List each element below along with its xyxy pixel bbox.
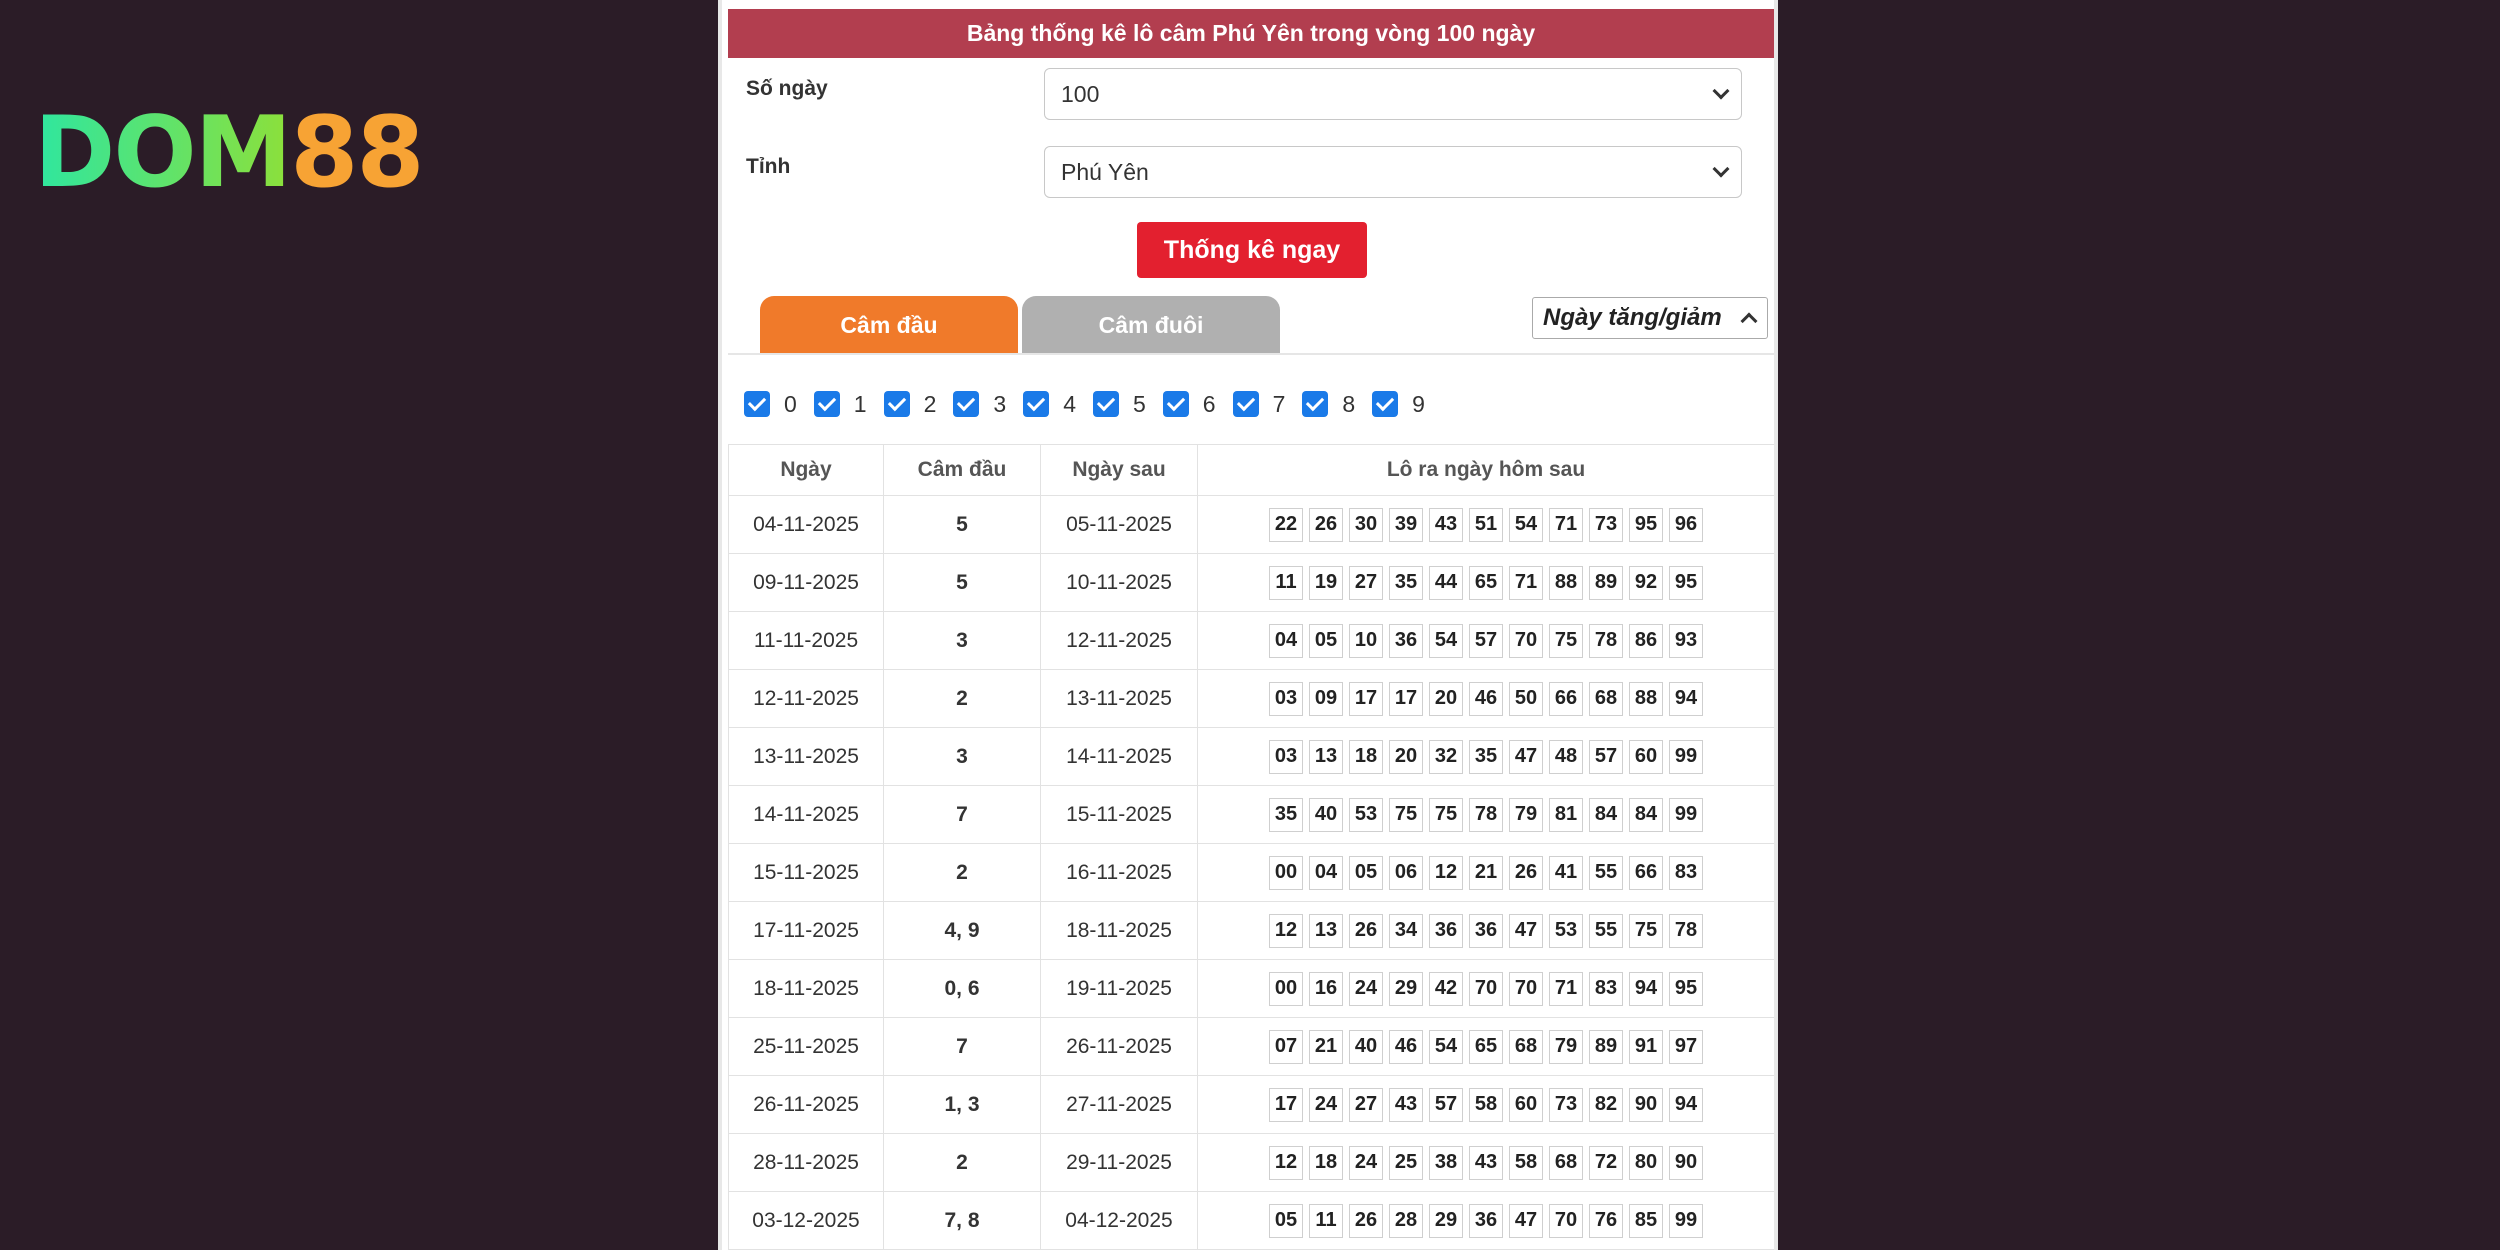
lo-number: 88 <box>1549 566 1583 600</box>
lo-number: 20 <box>1389 740 1423 774</box>
digit-filter-label: 0 <box>784 390 797 417</box>
table-row <box>729 496 1775 554</box>
digit-filter-label: 2 <box>923 390 937 417</box>
checkbox-checked-icon[interactable] <box>884 391 910 417</box>
lo-number: 12 <box>1269 914 1303 948</box>
row-cam-dau: 5 <box>884 554 1041 612</box>
row-date: 13-11-2025 <box>729 728 884 786</box>
digit-filter-5[interactable] <box>1093 391 1146 418</box>
lo-number: 68 <box>1589 682 1623 716</box>
number-list <box>1198 566 1774 600</box>
lo-number: 55 <box>1589 914 1623 948</box>
lo-number: 83 <box>1669 856 1703 890</box>
row-cam-dau: 0, 6 <box>884 960 1041 1018</box>
lo-number: 70 <box>1469 972 1503 1006</box>
digit-filter-1[interactable] <box>814 391 867 418</box>
lo-number: 75 <box>1549 624 1583 658</box>
lo-number: 78 <box>1469 798 1503 832</box>
lo-number: 11 <box>1309 1204 1343 1238</box>
days-select[interactable] <box>1044 68 1742 120</box>
lo-number: 28 <box>1389 1204 1423 1238</box>
number-list <box>1198 1088 1774 1122</box>
row-next-date: 14-11-2025 <box>1041 728 1198 786</box>
row-next-day-numbers <box>1198 728 1775 786</box>
chevron-down-icon <box>1713 83 1730 100</box>
lo-number: 89 <box>1589 566 1623 600</box>
lo-number: 46 <box>1469 682 1503 716</box>
lo-number: 80 <box>1629 1146 1663 1180</box>
digit-filter-label: 7 <box>1272 390 1286 417</box>
number-list <box>1198 1146 1774 1180</box>
row-next-day-numbers <box>1198 1134 1775 1192</box>
lo-number: 18 <box>1349 740 1383 774</box>
lo-number: 60 <box>1509 1088 1543 1122</box>
lo-number: 93 <box>1669 624 1703 658</box>
row-next-day-numbers <box>1198 612 1775 670</box>
lo-number: 05 <box>1349 856 1383 890</box>
lo-number: 36 <box>1469 914 1503 948</box>
lo-number: 27 <box>1349 566 1383 600</box>
lo-number: 55 <box>1589 856 1623 890</box>
lo-number: 58 <box>1509 1146 1543 1180</box>
lo-number: 54 <box>1429 624 1463 658</box>
lo-number: 53 <box>1549 914 1583 948</box>
number-list <box>1198 682 1774 716</box>
lo-number: 68 <box>1509 1030 1543 1064</box>
lo-number: 20 <box>1429 682 1463 716</box>
lo-number: 65 <box>1469 1030 1503 1064</box>
lo-number: 17 <box>1349 682 1383 716</box>
table-row <box>729 960 1775 1018</box>
lo-number: 00 <box>1269 856 1303 890</box>
row-date: 18-11-2025 <box>729 960 884 1018</box>
lo-number: 24 <box>1349 972 1383 1006</box>
lo-number: 46 <box>1389 1030 1423 1064</box>
lo-number: 26 <box>1509 856 1543 890</box>
lo-number: 75 <box>1389 798 1423 832</box>
lo-number: 57 <box>1429 1088 1463 1122</box>
row-date: 25-11-2025 <box>729 1018 884 1076</box>
lo-number: 73 <box>1549 1088 1583 1122</box>
lo-number: 38 <box>1429 1146 1463 1180</box>
lo-number: 21 <box>1309 1030 1343 1064</box>
lo-number: 43 <box>1429 508 1463 542</box>
table-row <box>729 728 1775 786</box>
lo-number: 24 <box>1309 1088 1343 1122</box>
row-cam-dau: 5 <box>884 496 1041 554</box>
table-row <box>729 844 1775 902</box>
row-next-date: 15-11-2025 <box>1041 786 1198 844</box>
lo-number: 79 <box>1549 1030 1583 1064</box>
lo-number: 44 <box>1429 566 1463 600</box>
lo-number: 57 <box>1589 740 1623 774</box>
lo-number: 17 <box>1389 682 1423 716</box>
lo-number: 54 <box>1509 508 1543 542</box>
province-select-value: Phú Yên <box>1061 158 1149 185</box>
lo-number: 78 <box>1589 624 1623 658</box>
row-next-day-numbers <box>1198 1076 1775 1134</box>
row-next-date: 26-11-2025 <box>1041 1018 1198 1076</box>
lo-number: 79 <box>1509 798 1543 832</box>
lo-number: 04 <box>1309 856 1343 890</box>
row-cam-dau: 7 <box>884 1018 1041 1076</box>
number-list <box>1198 508 1774 542</box>
lo-number: 90 <box>1629 1088 1663 1122</box>
row-next-day-numbers <box>1198 960 1775 1018</box>
lo-number: 06 <box>1389 856 1423 890</box>
row-date: 12-11-2025 <box>729 670 884 728</box>
sort-label: Ngày tăng/giảm <box>1543 304 1722 331</box>
province-select[interactable] <box>1044 146 1742 198</box>
lo-number: 26 <box>1349 1204 1383 1238</box>
lo-number: 43 <box>1389 1088 1423 1122</box>
digit-filter-9[interactable] <box>1372 391 1425 418</box>
table-row <box>729 902 1775 960</box>
lo-number: 94 <box>1669 682 1703 716</box>
lo-number: 70 <box>1509 972 1543 1006</box>
row-date: 28-11-2025 <box>729 1134 884 1192</box>
lo-number: 84 <box>1629 798 1663 832</box>
tab-cam-dau[interactable]: Câm đầu <box>760 296 1018 354</box>
lo-number: 11 <box>1269 566 1303 600</box>
lo-number: 47 <box>1509 914 1543 948</box>
header-next-date: Ngày sau <box>1041 445 1198 496</box>
lo-number: 53 <box>1349 798 1383 832</box>
row-next-date: 29-11-2025 <box>1041 1134 1198 1192</box>
lo-number: 12 <box>1269 1146 1303 1180</box>
lo-number: 27 <box>1349 1088 1383 1122</box>
logo-text-88: 88 <box>290 96 423 210</box>
stats-table <box>728 444 1775 1250</box>
row-date: 14-11-2025 <box>729 786 884 844</box>
row-cam-dau: 2 <box>884 1134 1041 1192</box>
logo-text-dom: DOM <box>34 96 291 210</box>
row-next-date: 19-11-2025 <box>1041 960 1198 1018</box>
row-next-date: 12-11-2025 <box>1041 612 1198 670</box>
row-cam-dau: 2 <box>884 844 1041 902</box>
lo-number: 04 <box>1269 624 1303 658</box>
lo-number: 17 <box>1269 1088 1303 1122</box>
lo-number: 42 <box>1429 972 1463 1006</box>
checkbox-checked-icon[interactable] <box>1093 391 1119 417</box>
lo-number: 43 <box>1469 1146 1503 1180</box>
lo-number: 65 <box>1469 566 1503 600</box>
row-cam-dau: 4, 9 <box>884 902 1041 960</box>
lo-number: 91 <box>1629 1030 1663 1064</box>
lo-number: 36 <box>1389 624 1423 658</box>
lo-number: 36 <box>1469 1204 1503 1238</box>
digit-filter-label: 4 <box>1063 390 1076 417</box>
lo-number: 22 <box>1269 508 1303 542</box>
lo-number: 29 <box>1429 1204 1463 1238</box>
lo-number: 76 <box>1589 1204 1623 1238</box>
header-next-day-numbers: Lô ra ngày hôm sau <box>1198 445 1775 496</box>
row-next-date: 13-11-2025 <box>1041 670 1198 728</box>
lo-number: 75 <box>1429 798 1463 832</box>
table-row <box>729 612 1775 670</box>
row-cam-dau: 7 <box>884 786 1041 844</box>
lo-number: 66 <box>1549 682 1583 716</box>
lo-number: 39 <box>1389 508 1423 542</box>
lo-number: 47 <box>1509 1204 1543 1238</box>
sort-toggle-button[interactable] <box>1532 297 1768 339</box>
digit-filter-label: 9 <box>1412 390 1425 417</box>
checkbox-checked-icon[interactable] <box>1023 391 1049 417</box>
digit-filter-4[interactable] <box>1023 391 1076 418</box>
lo-number: 99 <box>1669 740 1703 774</box>
lo-number: 05 <box>1269 1204 1303 1238</box>
row-date: 03-12-2025 <box>729 1192 884 1250</box>
lo-number: 41 <box>1549 856 1583 890</box>
province-label: Tỉnh <box>746 155 791 178</box>
digit-filter-7[interactable] <box>1233 391 1286 418</box>
checkbox-checked-icon[interactable] <box>744 391 770 417</box>
row-date: 04-11-2025 <box>729 496 884 554</box>
lo-number: 94 <box>1669 1088 1703 1122</box>
days-select-value: 100 <box>1061 80 1100 107</box>
lo-number: 82 <box>1589 1088 1623 1122</box>
lo-number: 03 <box>1269 740 1303 774</box>
lo-number: 88 <box>1629 682 1663 716</box>
number-list <box>1198 1030 1774 1064</box>
lo-number: 71 <box>1549 972 1583 1006</box>
panel-title: Bảng thống kê lô câm Phú Yên trong vòng 100 ngày <box>728 9 1774 58</box>
lo-number: 26 <box>1349 914 1383 948</box>
number-list <box>1198 1204 1774 1238</box>
table-row <box>729 1134 1775 1192</box>
row-cam-dau: 1, 3 <box>884 1076 1041 1134</box>
lo-number: 71 <box>1549 508 1583 542</box>
lo-number: 58 <box>1469 1088 1503 1122</box>
lo-number: 70 <box>1549 1204 1583 1238</box>
row-next-date: 10-11-2025 <box>1041 554 1198 612</box>
lo-number: 32 <box>1429 740 1463 774</box>
lo-number: 94 <box>1629 972 1663 1006</box>
lo-number: 66 <box>1629 856 1663 890</box>
lo-number: 72 <box>1589 1146 1623 1180</box>
number-list <box>1198 798 1774 832</box>
checkbox-checked-icon[interactable] <box>1163 391 1189 417</box>
digit-filter-label: 6 <box>1202 390 1216 417</box>
row-date: 09-11-2025 <box>729 554 884 612</box>
lo-number: 90 <box>1669 1146 1703 1180</box>
header-date: Ngày <box>729 445 884 496</box>
digit-filter-0[interactable] <box>744 391 797 418</box>
lo-number: 89 <box>1589 1030 1623 1064</box>
row-next-day-numbers <box>1198 844 1775 902</box>
submit-button[interactable]: Thống kê ngay <box>1137 222 1367 278</box>
lo-number: 95 <box>1669 566 1703 600</box>
number-list <box>1198 624 1774 658</box>
lo-number: 95 <box>1629 508 1663 542</box>
row-next-day-numbers <box>1198 1018 1775 1076</box>
row-next-day-numbers <box>1198 902 1775 960</box>
table-row <box>729 1192 1775 1250</box>
row-date: 26-11-2025 <box>729 1076 884 1134</box>
lo-number: 48 <box>1549 740 1583 774</box>
row-next-day-numbers <box>1198 1192 1775 1250</box>
lo-number: 07 <box>1269 1030 1303 1064</box>
lo-number: 78 <box>1669 914 1703 948</box>
table-row <box>729 786 1775 844</box>
row-cam-dau: 3 <box>884 612 1041 670</box>
lo-number: 84 <box>1589 798 1623 832</box>
lo-number: 68 <box>1549 1146 1583 1180</box>
lo-number: 71 <box>1509 566 1543 600</box>
lo-number: 35 <box>1389 566 1423 600</box>
row-next-day-numbers <box>1198 496 1775 554</box>
table-row <box>729 554 1775 612</box>
lo-number: 24 <box>1349 1146 1383 1180</box>
row-date: 11-11-2025 <box>729 612 884 670</box>
lo-number: 36 <box>1429 914 1463 948</box>
digit-filters <box>744 389 1442 419</box>
digit-filter-label: 3 <box>993 390 1007 417</box>
lo-number: 10 <box>1349 624 1383 658</box>
digit-filter-label: 8 <box>1342 390 1356 417</box>
lo-number: 03 <box>1269 682 1303 716</box>
row-date: 15-11-2025 <box>729 844 884 902</box>
lo-number: 99 <box>1669 798 1703 832</box>
lo-number: 47 <box>1509 740 1543 774</box>
lo-number: 57 <box>1469 624 1503 658</box>
lo-number: 99 <box>1669 1204 1703 1238</box>
digit-filter-6[interactable] <box>1163 391 1216 418</box>
lo-number: 60 <box>1629 740 1663 774</box>
lo-number: 19 <box>1309 566 1343 600</box>
lo-number: 92 <box>1629 566 1663 600</box>
lo-number: 30 <box>1349 508 1383 542</box>
lo-number: 00 <box>1269 972 1303 1006</box>
stats-panel <box>718 0 1778 1250</box>
digit-filter-label: 1 <box>853 390 867 417</box>
lo-number: 35 <box>1469 740 1503 774</box>
lo-number: 25 <box>1389 1146 1423 1180</box>
table-header-row <box>729 445 1775 496</box>
lo-number: 70 <box>1509 624 1543 658</box>
row-cam-dau: 3 <box>884 728 1041 786</box>
header-cam-dau: Câm đầu <box>884 445 1041 496</box>
row-next-date: 16-11-2025 <box>1041 844 1198 902</box>
lo-number: 26 <box>1309 508 1343 542</box>
row-next-day-numbers <box>1198 786 1775 844</box>
lo-number: 05 <box>1309 624 1343 658</box>
row-next-day-numbers <box>1198 670 1775 728</box>
row-cam-dau: 7, 8 <box>884 1192 1041 1250</box>
digit-filter-8[interactable] <box>1302 391 1355 418</box>
row-next-day-numbers <box>1198 554 1775 612</box>
checkbox-checked-icon[interactable] <box>1302 391 1328 417</box>
row-next-date: 04-12-2025 <box>1041 1192 1198 1250</box>
chevron-up-icon <box>1741 313 1758 330</box>
lo-number: 83 <box>1589 972 1623 1006</box>
checkbox-checked-icon[interactable] <box>814 391 840 417</box>
tabs-divider <box>728 353 1774 355</box>
table-row <box>729 1018 1775 1076</box>
tab-cam-duoi[interactable]: Câm đuôi <box>1022 296 1280 354</box>
lo-number: 51 <box>1469 508 1503 542</box>
dom88-logo <box>34 96 423 210</box>
lo-number: 34 <box>1389 914 1423 948</box>
number-list <box>1198 972 1774 1006</box>
row-date: 17-11-2025 <box>729 902 884 960</box>
checkbox-checked-icon[interactable] <box>1233 391 1259 417</box>
lo-number: 75 <box>1629 914 1663 948</box>
lo-number: 73 <box>1589 508 1623 542</box>
checkbox-checked-icon[interactable] <box>1372 391 1398 417</box>
row-next-date: 05-11-2025 <box>1041 496 1198 554</box>
row-next-date: 27-11-2025 <box>1041 1076 1198 1134</box>
lo-number: 29 <box>1389 972 1423 1006</box>
row-next-date: 18-11-2025 <box>1041 902 1198 960</box>
lo-number: 97 <box>1669 1030 1703 1064</box>
lo-number: 13 <box>1309 914 1343 948</box>
row-cam-dau: 2 <box>884 670 1041 728</box>
lo-number: 86 <box>1629 624 1663 658</box>
lo-number: 85 <box>1629 1204 1663 1238</box>
lo-number: 50 <box>1509 682 1543 716</box>
lo-number: 35 <box>1269 798 1303 832</box>
lo-number: 12 <box>1429 856 1463 890</box>
digit-filter-label: 5 <box>1132 390 1146 417</box>
days-label: Số ngày <box>746 77 828 100</box>
table-row <box>729 1076 1775 1134</box>
checkbox-checked-icon[interactable] <box>953 391 979 417</box>
lo-number: 18 <box>1309 1146 1343 1180</box>
lo-number: 16 <box>1309 972 1343 1006</box>
table-row <box>729 670 1775 728</box>
chevron-down-icon <box>1713 161 1730 178</box>
lo-number: 54 <box>1429 1030 1463 1064</box>
lo-number: 09 <box>1309 682 1343 716</box>
lo-number: 81 <box>1549 798 1583 832</box>
lo-number: 96 <box>1669 508 1703 542</box>
number-list <box>1198 740 1774 774</box>
digit-filter-2[interactable] <box>884 391 937 418</box>
digit-filter-3[interactable] <box>953 391 1006 418</box>
lo-number: 13 <box>1309 740 1343 774</box>
lo-number: 40 <box>1309 798 1343 832</box>
number-list <box>1198 856 1774 890</box>
lo-number: 40 <box>1349 1030 1383 1064</box>
number-list <box>1198 914 1774 948</box>
lo-number: 21 <box>1469 856 1503 890</box>
lo-number: 95 <box>1669 972 1703 1006</box>
